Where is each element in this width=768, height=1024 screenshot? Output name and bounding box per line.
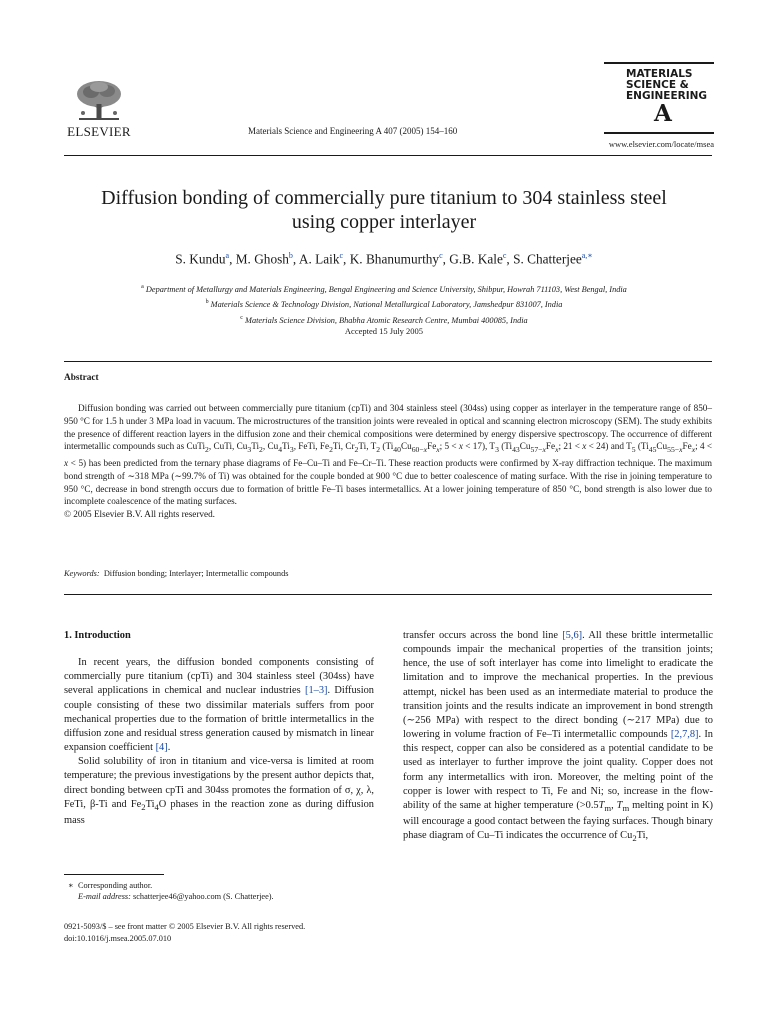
body-paragraph: In recent years, the diffusion bonded components consisting of commercially pure titanium (cpTi) and 304 stainless steel (304ss) have several applications in chemical and nuclear industries [1–3]. Diffusion couple consisting of these two dissimilar materials suffers from poor mechanical properties due to the formation of brittle intermetallics in the diffusion zone and residual stress generation caused by mismatch in linear expansion coefficient [4].	[64, 657, 374, 754]
footnote-corresponding-text: Corresponding author.	[78, 881, 153, 890]
brand-top-rule	[604, 62, 714, 64]
affiliation-item	[60, 312, 708, 327]
author-name[interactable]: S. Kundu	[175, 251, 226, 267]
keywords-line	[64, 569, 288, 578]
elsevier-tree-logo	[69, 78, 129, 122]
introduction-heading: 1. Introduction	[64, 630, 131, 641]
author-mark: c	[502, 251, 507, 260]
issn-line: 0921-5093/$ – see front matter © 2005 Elsevier B.V. All rights reserved.	[64, 922, 306, 931]
footnote-corresponding	[64, 880, 374, 891]
asterisk-icon: ∗	[68, 881, 74, 890]
abstract-heading: Abstract	[64, 373, 99, 383]
article-meta-footer	[64, 921, 305, 945]
affiliation-text: Materials Science & Technology Division, National Metallurgical Laboratory, Jamshedpur 831007, India	[210, 300, 563, 310]
journal-brand-name	[626, 69, 726, 102]
citation-link[interactable]: [5,6]	[562, 630, 583, 641]
author-mark: a,∗	[581, 251, 593, 260]
journal-url-link[interactable]: www.elsevier.com/locate/msea	[608, 139, 714, 149]
author-mark: a	[225, 251, 230, 260]
abstract-body	[64, 402, 712, 521]
affiliation-mark: a	[141, 284, 144, 290]
abstract-top-rule	[64, 361, 712, 362]
footnotes	[64, 880, 374, 902]
citation-link[interactable]: [1–3]	[304, 685, 328, 697]
body-paragraph: Solid solubility of iron in titanium and vice-versa is limited at room temperature; the previous investigations by the present author depicts that, direct bonding between cpTi and 304ss promotes the formation of σ, χ, λ, FeTi, β-Ti and $Fe_2Ti_4O$ phases in the reaction zone as during diffusion mass	[64, 756, 374, 826]
keywords-list: Diffusion bonding; Interlayer; Intermetallic compounds	[103, 569, 289, 578]
article-title: Diffusion bonding of commercially pure titanium to 304 stainless steel using copper interlayer	[101, 187, 667, 233]
citation-link[interactable]: [4]	[155, 742, 168, 754]
affiliation-mark: c	[240, 314, 243, 321]
email-label: E-mail address:	[78, 892, 131, 901]
abstract-copyright: © 2005 Elsevier B.V. All rights reserved.	[64, 509, 215, 520]
author-mark: c	[439, 251, 443, 260]
body-paragraph: transfer occurs across the bond line [5,6]. All these brittle intermetallic compounds impair the mechanical properties of the transition joints; hence, the use of soft interlayer has come into limelight to eradicate the limitation and to improve the mechanical properties. In the previous attempt, nickel has been used as an intermediate material to produce the transition joints and the results indicate an improvement in bond strength (∼256 MPa) with respect to the direct bonding (∼217 MPa) due to lowering in volume fraction of Fe–Ti intermetallic compounds [2,7,8]. In this respect, copper can also be considered as a potential candidate to be used as interlayer to further improve the joint quality. Copper does not form any intermetallics with iron. Moreover, the melting point of the copper is lower with respect to Ti, Fe and Ni; so, increase in the flow-ability of the same at higher temperature ($>0.5T_m$, $T_m$ melting point in K) will encourage a good contact between the faying surfaces. Though binary phase diagram of Cu–Ti indicates the occurrence of $Cu_2Ti$,	[403, 630, 713, 844]
affiliation-text: Materials Science Division, Bhabha Atomic Research Centre, Mumbai 400085, India	[245, 315, 528, 325]
abstract-paragraph: Diffusion bonding was carried out between commercially pure titanium (cpTi) and 304 stainless steel (304ss) using copper as interlayer in the temperature range of 850–950 °C for 1.5 h under 3 MPa load in vacuum. The microstructures of the transition joints were revealed in optical and scanning electron microscopy (SEM). The study exhibits the presence of different reaction layers in the diffusion zone and their chemical compositions were determined by energy dispersive spectroscopy. The occurrence of different intermetallic compounds such as CuTi$_2$, CuTi, $Cu_3Ti_2$, $Cu_4Ti_3$, FeTi, $Fe_2Ti$, $Cr_2Ti$, $T_2$ ($Ti_{40}Cu_{60-x}Fe_x$; 5 < x < 17), $T_3$ ($Ti_{43}Cu_{57-x}Fe_x$; 21 < x < 24) and $T_5$ ($Ti_{45}Cu_{55-x}Fe_x$; 4 < x < 5) has been predicted from the ternary phase diagrams of Fe–Cu–Ti and Fe–Cr–Ti. These reaction products were confirmed by X-ray diffraction technique. The maximum bond strength of ∼318 MPa (∼99.7% of Ti) was obtained for the couple bonded at 900 °C due to better coalescence of mating surface. With the rise in joining temperature to 950 °C, decrease in bond strength occurs due to formation of brittle Fe–Ti bases intermetallics. At a lower joining temperature of 850 °C, bond strength is also lower due to incomplete coalescence of the mating surfaces.	[64, 403, 713, 507]
journal-reference: Materials Science and Engineering A 407 (2005) 154–160	[248, 126, 458, 136]
affiliation-mark: b	[205, 299, 209, 306]
author-list: S. Kundu$^a$, M. Ghosh$^b$, A. Laik$^c$, K. Bhanumurthy$^c$, G.B. Kale$^c$, S. Chatterjee$^{a,∗}$	[175, 251, 593, 267]
publisher-name: ELSEVIER	[67, 124, 131, 139]
keywords-label: Keywords:	[64, 569, 100, 578]
doi-link[interactable]: doi:10.1016/j.msea.2005.07.010	[64, 934, 172, 943]
journal-brand	[604, 62, 714, 132]
author-name[interactable]: A. Laik	[298, 251, 340, 267]
author-name[interactable]: G.B. Kale	[449, 251, 503, 267]
author-name[interactable]: K. Bhanumurthy	[349, 251, 440, 267]
affiliation-item	[60, 296, 708, 311]
brand-line-1: MATERIALS	[626, 68, 693, 80]
email-address-link[interactable]: schatterjee46@yahoo.com (S. Chatterjee).	[133, 892, 274, 901]
brand-bottom-rule	[604, 132, 714, 134]
footnote-rule	[64, 874, 164, 875]
author-name[interactable]: S. Chatterjee	[513, 251, 582, 267]
right-column	[403, 629, 713, 846]
affiliation-item	[60, 281, 708, 296]
brand-line-3: ENGINEERING	[626, 90, 708, 102]
journal-brand-letter: A	[654, 100, 672, 127]
abstract-bottom-rule	[64, 594, 712, 595]
citation-link[interactable]: [2,7,8]	[670, 729, 699, 741]
left-column	[64, 629, 374, 828]
author-name[interactable]: M. Ghosh	[235, 251, 289, 267]
footnote-email	[64, 891, 374, 902]
affiliation-list	[60, 281, 708, 327]
header-rule	[64, 155, 712, 156]
author-mark: b	[288, 251, 293, 260]
author-mark: c	[339, 251, 344, 260]
publisher-block	[64, 78, 134, 140]
brand-line-2: SCIENCE &	[626, 79, 689, 91]
accepted-date: Accepted 15 July 2005	[344, 326, 424, 336]
affiliation-text: Department of Metallurgy and Materials Engineering, Bengal Engineering and Science University, Shibpur, Howrah 711103, West Bengal, India	[145, 284, 627, 294]
